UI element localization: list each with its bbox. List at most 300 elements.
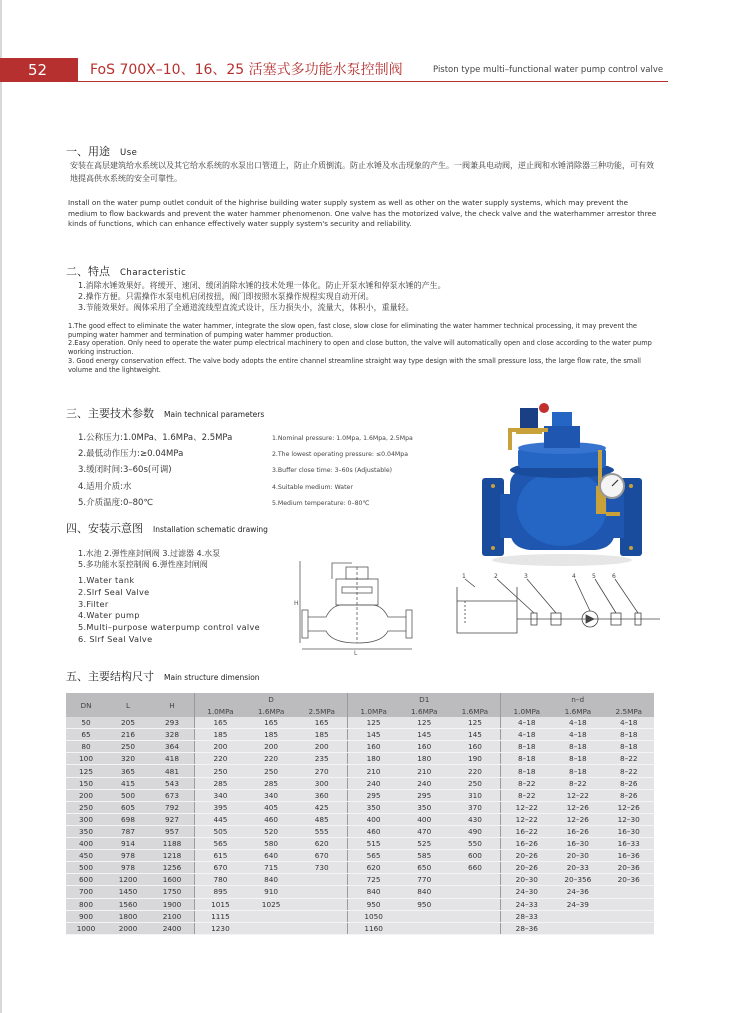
table-row — [66, 825, 654, 837]
table-cell: 200 — [246, 741, 296, 753]
section-params-title-en: Main technical parameters — [164, 410, 265, 419]
table-cell: 640 — [246, 850, 296, 862]
section-params-title-cn: 三、主要技术参数 — [66, 407, 154, 420]
install-legend-en-item: 6. Slrf Seal Valve — [78, 633, 153, 644]
table-cell: 293 — [150, 717, 195, 729]
table-cell: 8–18 — [552, 741, 603, 753]
table-cell: 1160 — [348, 922, 399, 934]
table-cell: 450 — [66, 850, 106, 862]
table-cell: 950 — [399, 898, 449, 910]
table-cell: 500 — [106, 789, 150, 801]
table-cell: 8–22 — [552, 777, 603, 789]
table-cell: 220 — [195, 753, 246, 765]
section-dimension-title-cn: 五、主要结构尺寸 — [66, 670, 154, 683]
table-cell: 8–18 — [552, 765, 603, 777]
section-characteristic-title — [66, 263, 186, 279]
params-list-cn — [78, 430, 232, 511]
table-cell: 185 — [296, 729, 347, 741]
table-cell: 220 — [449, 765, 500, 777]
dim-label-h: H — [294, 600, 299, 607]
table-cell: 180 — [399, 753, 449, 765]
table-cell: 620 — [296, 838, 347, 850]
table-cell: 900 — [66, 910, 106, 922]
col-header-pressure: 1.6MPa — [246, 706, 296, 717]
table-cell: 200 — [296, 741, 347, 753]
characteristic-item-en: 3. Good energy conservation effect. The valve body adopts the entire channel streamline straight way type design with the small pressure loss, the large flow rate, the small volume and the lightweight. — [68, 356, 641, 374]
table-cell: 1000 — [66, 922, 106, 934]
table-cell: 250 — [106, 741, 150, 753]
install-legend-cn-line: 1.水池 2.弹性座封闸阀 3.过滤器 4.水泵 — [78, 549, 221, 558]
table-cell — [552, 922, 603, 934]
schematic-label: 3 — [524, 573, 528, 580]
characteristic-list-cn — [78, 280, 658, 314]
section-install-title — [66, 520, 268, 536]
table-row — [66, 765, 654, 777]
table-cell: 1800 — [106, 910, 150, 922]
table-cell: 418 — [150, 753, 195, 765]
table-cell: 220 — [246, 753, 296, 765]
table-cell: 295 — [399, 789, 449, 801]
table-cell: 485 — [296, 813, 347, 825]
page-number: 52 — [28, 61, 48, 79]
params-list-en — [272, 431, 413, 512]
table-cell: 240 — [348, 777, 399, 789]
param-item-cn: 4.适用介质:水 — [78, 481, 132, 492]
dimension-table — [66, 693, 654, 935]
col-header-pressure: 2.5MPa — [296, 706, 347, 717]
table-cell: 250 — [246, 765, 296, 777]
table-cell: 145 — [348, 729, 399, 741]
table-cell: 16–26 — [552, 825, 603, 837]
table-cell: 840 — [399, 886, 449, 898]
table-cell: 840 — [246, 874, 296, 886]
characteristic-item-cn: 2.操作方便。只需操作水泵电机启闭按扭，阀门即按照水泵操作规程实现自动开闭。 — [78, 292, 374, 302]
table-cell: 490 — [449, 825, 500, 837]
param-item-cn: 3.缓闭时间:3–60s(可调) — [78, 465, 172, 476]
table-cell: 525 — [399, 838, 449, 850]
table-cell: 145 — [399, 729, 449, 741]
table-cell: 16–33 — [603, 838, 654, 850]
param-item-cn: 2.最低动作压力:≥0.04MPa — [78, 449, 184, 460]
table-cell: 550 — [449, 838, 500, 850]
table-cell: 500 — [66, 862, 106, 874]
table-cell: 1015 — [195, 898, 246, 910]
table-cell: 1115 — [195, 910, 246, 922]
table-cell: 185 — [195, 729, 246, 741]
install-legend-en-item: 1.Water tank — [78, 575, 135, 585]
section-install-title-cn: 四、安装示意图 — [66, 522, 143, 535]
valve-product-photo — [470, 390, 650, 570]
table-cell: 150 — [66, 777, 106, 789]
table-cell: 1560 — [106, 898, 150, 910]
table-cell: 190 — [449, 753, 500, 765]
table-cell: 205 — [106, 717, 150, 729]
table-cell: 310 — [449, 789, 500, 801]
table-cell: 160 — [399, 741, 449, 753]
table-cell: 725 — [348, 874, 399, 886]
table-cell: 660 — [449, 862, 500, 874]
table-cell: 210 — [399, 765, 449, 777]
table-cell: 8–18 — [501, 753, 552, 765]
table-cell: 165 — [296, 717, 347, 729]
table-cell: 698 — [106, 813, 150, 825]
table-row — [66, 801, 654, 813]
table-cell: 670 — [296, 850, 347, 862]
table-cell: 430 — [449, 813, 500, 825]
installation-schematic — [455, 573, 660, 653]
table-cell: 8–18 — [501, 741, 552, 753]
table-cell: 515 — [348, 838, 399, 850]
table-cell: 730 — [296, 862, 347, 874]
table-cell: 12–22 — [501, 801, 552, 813]
use-text-en: Install on the water pump outlet conduit of the highrise building water supply system as well as other on the water supply systems, which may prevent the medium to flow backwards and prevent the water hammer phenomenon. One valve has the motorized valve, the check valve and the waterhammer arrestor three kinds of functions, which can enhance effectively water supply system's security and reliability. — [68, 198, 657, 228]
table-cell — [296, 886, 347, 898]
table-cell: 125 — [348, 717, 399, 729]
table-cell: 250 — [195, 765, 246, 777]
table-cell: 300 — [66, 813, 106, 825]
dim-label-l: L — [354, 650, 358, 655]
table-cell: 320 — [106, 753, 150, 765]
table-cell: 160 — [449, 741, 500, 753]
table-cell: 216 — [106, 729, 150, 741]
table-cell: 12–26 — [552, 801, 603, 813]
table-row — [66, 741, 654, 753]
table-cell: 445 — [195, 813, 246, 825]
table-row — [66, 898, 654, 910]
table-cell: 125 — [66, 765, 106, 777]
install-legend-cn — [78, 548, 220, 570]
table-row — [66, 850, 654, 862]
param-item-en: 4.Suitable medium: Water — [272, 483, 353, 491]
table-row — [66, 753, 654, 765]
table-cell: 4–18 — [552, 717, 603, 729]
table-cell: 600 — [66, 874, 106, 886]
table-cell: 300 — [296, 777, 347, 789]
section-use-title-cn: 一、用途 — [66, 145, 110, 158]
table-cell: 787 — [106, 825, 150, 837]
table-cell: 80 — [66, 741, 106, 753]
table-cell: 585 — [399, 850, 449, 862]
table-row — [66, 862, 654, 874]
table-cell: 350 — [399, 801, 449, 813]
table-cell — [449, 898, 500, 910]
table-cell: 200 — [66, 789, 106, 801]
section-characteristic-title-en: Characteristic — [120, 268, 187, 278]
col-header-dn: DN — [66, 693, 106, 717]
table-cell: 285 — [246, 777, 296, 789]
table-cell — [449, 910, 500, 922]
table-cell: 615 — [195, 850, 246, 862]
table-cell: 250 — [66, 801, 106, 813]
table-cell — [449, 874, 500, 886]
table-cell — [296, 910, 347, 922]
table-cell: 20–36 — [603, 874, 654, 886]
col-header-pressure: 1.6MPa — [449, 706, 500, 717]
table-cell: 185 — [246, 729, 296, 741]
table-cell: 8–18 — [603, 741, 654, 753]
table-cell: 910 — [246, 886, 296, 898]
table-row — [66, 922, 654, 934]
table-cell: 400 — [348, 813, 399, 825]
param-item-en: 5.Medium temperature: 0–80℃ — [272, 499, 370, 507]
table-row — [66, 874, 654, 886]
characteristic-item-cn: 1.消除水锤效果好。将缓开、速闭、缓闭消除水锤的技术处理一体化。防止开泵水锤和停泵水锤的产生。 — [78, 281, 446, 290]
table-cell: 365 — [106, 765, 150, 777]
table-row — [66, 789, 654, 801]
header-rule — [78, 81, 668, 82]
dimension-table-body — [66, 717, 654, 934]
characteristic-item-cn: 3.节能效果好。阀体采用了全通道流线型直流式设计，压力损失小，流量大，体积小，重量轻。 — [78, 303, 414, 313]
table-cell: 1450 — [106, 886, 150, 898]
table-cell: 16–30 — [603, 825, 654, 837]
table-cell: 350 — [66, 825, 106, 837]
install-legend-en-item: 2.Slrf Seal Valve — [78, 586, 150, 597]
table-cell: 370 — [449, 801, 500, 813]
table-cell: 165 — [246, 717, 296, 729]
table-cell: 28–36 — [501, 922, 552, 934]
table-cell: 425 — [296, 801, 347, 813]
table-cell: 12–26 — [603, 801, 654, 813]
table-row — [66, 838, 654, 850]
table-row — [66, 777, 654, 789]
table-cell: 210 — [348, 765, 399, 777]
table-cell: 200 — [195, 741, 246, 753]
table-cell: 1230 — [195, 922, 246, 934]
table-cell: 1188 — [150, 838, 195, 850]
col-header-pressure: 2.5MPa — [603, 706, 654, 717]
table-cell: 520 — [246, 825, 296, 837]
table-cell — [296, 922, 347, 934]
table-cell: 125 — [399, 717, 449, 729]
table-cell: 240 — [399, 777, 449, 789]
table-cell: 20–33 — [552, 862, 603, 874]
table-cell: 328 — [150, 729, 195, 741]
table-cell: 16–26 — [501, 838, 552, 850]
param-item-cn: 5.介质温度:0–80℃ — [78, 497, 153, 508]
table-cell: 580 — [246, 838, 296, 850]
table-cell: 270 — [296, 765, 347, 777]
table-cell: 470 — [399, 825, 449, 837]
table-cell: 8–26 — [603, 789, 654, 801]
table-cell: 1600 — [150, 874, 195, 886]
table-cell: 700 — [66, 886, 106, 898]
section-use-title — [66, 143, 137, 159]
section-install-title-en: Installation schematic drawing — [153, 525, 268, 534]
table-cell: 1200 — [106, 874, 150, 886]
table-cell: 555 — [296, 825, 347, 837]
table-cell: 8–22 — [501, 777, 552, 789]
table-cell: 24–39 — [552, 898, 603, 910]
table-cell: 24–33 — [501, 898, 552, 910]
col-header-nd: n–d — [501, 693, 654, 706]
param-item-en: 2.The lowest operating pressure: ≤0.04Mpa — [272, 451, 408, 459]
table-cell — [399, 922, 449, 934]
table-cell: 295 — [348, 789, 399, 801]
table-cell: 4–18 — [501, 729, 552, 741]
table-cell: 24–36 — [552, 886, 603, 898]
table-cell: 505 — [195, 825, 246, 837]
table-cell: 12–22 — [501, 813, 552, 825]
install-legend-en-item: 4.Water pump — [78, 610, 140, 621]
table-cell: 360 — [296, 789, 347, 801]
section-characteristic-title-cn: 二、特点 — [66, 265, 110, 278]
table-row — [66, 717, 654, 729]
table-cell: 1256 — [150, 862, 195, 874]
table-cell: 340 — [195, 789, 246, 801]
table-row — [66, 910, 654, 922]
table-row — [66, 729, 654, 741]
table-cell: 1900 — [150, 898, 195, 910]
table-cell — [399, 910, 449, 922]
table-cell: 840 — [348, 886, 399, 898]
characteristic-item-en: 1.The good effect to eliminate the water hammer, integrate the slow open, fast close, slow close for eliminating the water hammer technical processing, it may prevent the pumping water hammer and termination of pumping water hammer production. — [68, 322, 637, 339]
table-cell: 800 — [66, 898, 106, 910]
table-cell: 1750 — [150, 886, 195, 898]
table-cell: 145 — [449, 729, 500, 741]
param-item-en: 3.Buffer close time: 3–60s (Adjustable) — [272, 467, 393, 475]
install-legend-en — [78, 575, 260, 646]
table-cell: 395 — [195, 801, 246, 813]
page-title-en: Piston type multi–functional water pump control valve — [433, 65, 664, 75]
table-cell: 914 — [106, 838, 150, 850]
table-cell: 400 — [399, 813, 449, 825]
table-cell: 770 — [399, 874, 449, 886]
table-cell: 20–26 — [501, 862, 552, 874]
col-header-d: D — [195, 693, 348, 706]
table-cell: 20–30 — [501, 874, 552, 886]
table-cell: 460 — [348, 825, 399, 837]
col-header-pressure: 1.0MPa — [348, 706, 399, 717]
table-cell — [603, 886, 654, 898]
table-cell: 12–22 — [552, 789, 603, 801]
table-cell: 16–30 — [552, 838, 603, 850]
table-cell: 125 — [449, 717, 500, 729]
table-cell: 50 — [66, 717, 106, 729]
table-cell: 8–18 — [501, 765, 552, 777]
table-cell: 957 — [150, 825, 195, 837]
table-cell: 605 — [106, 801, 150, 813]
characteristic-item-en: 2.Easy operation. Only need to operate the water pump electrical machinery to open and close button, the valve will automatically open and close according to the water pump working instruction. — [68, 339, 652, 357]
table-cell: 415 — [106, 777, 150, 789]
table-cell: 12–30 — [603, 813, 654, 825]
table-cell: 978 — [106, 850, 150, 862]
table-cell: 20–36 — [603, 862, 654, 874]
table-cell — [296, 874, 347, 886]
table-cell — [296, 898, 347, 910]
col-header-pressure: 1.6MPa — [552, 706, 603, 717]
table-cell: 565 — [348, 850, 399, 862]
table-cell: 1025 — [246, 898, 296, 910]
table-cell: 8–18 — [603, 729, 654, 741]
table-cell: 24–30 — [501, 886, 552, 898]
table-cell: 460 — [246, 813, 296, 825]
param-item-en: 1.Nominal pressure: 1.0Mpa, 1.6Mpa, 2.5Mpa — [272, 435, 413, 442]
table-cell: 4–18 — [603, 717, 654, 729]
table-cell: 16–22 — [501, 825, 552, 837]
characteristic-list-en — [68, 322, 658, 374]
table-cell — [246, 922, 296, 934]
table-cell: 950 — [348, 898, 399, 910]
table-cell: 100 — [66, 753, 106, 765]
page-edge — [0, 0, 2, 1013]
col-header-h: H — [150, 693, 195, 717]
table-cell: 350 — [348, 801, 399, 813]
col-header-pressure: 1.6MPa — [399, 706, 449, 717]
section-params-title — [66, 405, 264, 421]
table-cell: 715 — [246, 862, 296, 874]
schematic-label: 1 — [462, 573, 466, 580]
table-cell: 978 — [106, 862, 150, 874]
table-cell: 405 — [246, 801, 296, 813]
schematic-label: 4 — [572, 573, 576, 580]
table-cell — [449, 886, 500, 898]
page-title-cn: FoS 700X–10、16、25 活塞式多功能水泵控制阀 — [90, 62, 403, 78]
table-row — [66, 886, 654, 898]
table-cell: 400 — [66, 838, 106, 850]
table-cell: 8–22 — [501, 789, 552, 801]
valve-section-drawing — [292, 555, 422, 655]
table-cell: 160 — [348, 741, 399, 753]
section-dimension-title-en: Main structure dimension — [164, 673, 260, 682]
install-legend-cn-line: 5.多功能水泵控制阀 6.弹性座封闸阀 — [78, 560, 208, 569]
table-cell: 673 — [150, 789, 195, 801]
install-legend-en-item: 3.Filter — [78, 598, 109, 609]
table-cell: 8–26 — [603, 777, 654, 789]
schematic-label: 6 — [612, 573, 616, 580]
table-cell: 4–18 — [552, 729, 603, 741]
table-cell: 340 — [246, 789, 296, 801]
table-cell: 927 — [150, 813, 195, 825]
col-header-d1: D1 — [348, 693, 501, 706]
table-cell: 250 — [449, 777, 500, 789]
col-header-pressure: 1.0MPa — [195, 706, 246, 717]
table-cell: 8–22 — [603, 765, 654, 777]
table-cell: 165 — [195, 717, 246, 729]
table-cell: 1050 — [348, 910, 399, 922]
section-use-title-en: Use — [120, 148, 138, 158]
table-cell: 2100 — [150, 910, 195, 922]
table-cell: 12–26 — [552, 813, 603, 825]
table-cell: 20–356 — [552, 874, 603, 886]
table-cell: 543 — [150, 777, 195, 789]
table-cell: 1218 — [150, 850, 195, 862]
section-dimension-title — [66, 668, 260, 684]
table-cell: 565 — [195, 838, 246, 850]
use-text-cn: 安装在高层建筑给水系统以及其它给水系统的水泵出口管道上，防止介质倒流。防止水锤及水击现象的产生。一阀兼具电动阀，逆止阀和水锤消除器三种功能，可有效地提高供水系统的安全可靠性。 — [70, 161, 654, 183]
table-cell — [603, 898, 654, 910]
table-cell — [552, 910, 603, 922]
table-cell — [603, 910, 654, 922]
schematic-label: 5 — [592, 573, 596, 580]
table-cell: 481 — [150, 765, 195, 777]
table-cell — [246, 910, 296, 922]
table-cell: 2400 — [150, 922, 195, 934]
table-cell — [603, 922, 654, 934]
col-header-pressure: 1.0MPa — [501, 706, 552, 717]
table-cell: 670 — [195, 862, 246, 874]
table-cell: 8–18 — [552, 753, 603, 765]
table-row — [66, 813, 654, 825]
table-cell: 620 — [348, 862, 399, 874]
table-cell: 650 — [399, 862, 449, 874]
table-cell — [449, 922, 500, 934]
table-cell: 20–30 — [552, 850, 603, 862]
table-cell: 895 — [195, 886, 246, 898]
table-cell: 780 — [195, 874, 246, 886]
table-cell: 285 — [195, 777, 246, 789]
schematic-label: 2 — [494, 573, 498, 580]
param-item-cn: 1.公称压力:1.0MPa、1.6MPa、2.5MPa — [78, 433, 233, 443]
